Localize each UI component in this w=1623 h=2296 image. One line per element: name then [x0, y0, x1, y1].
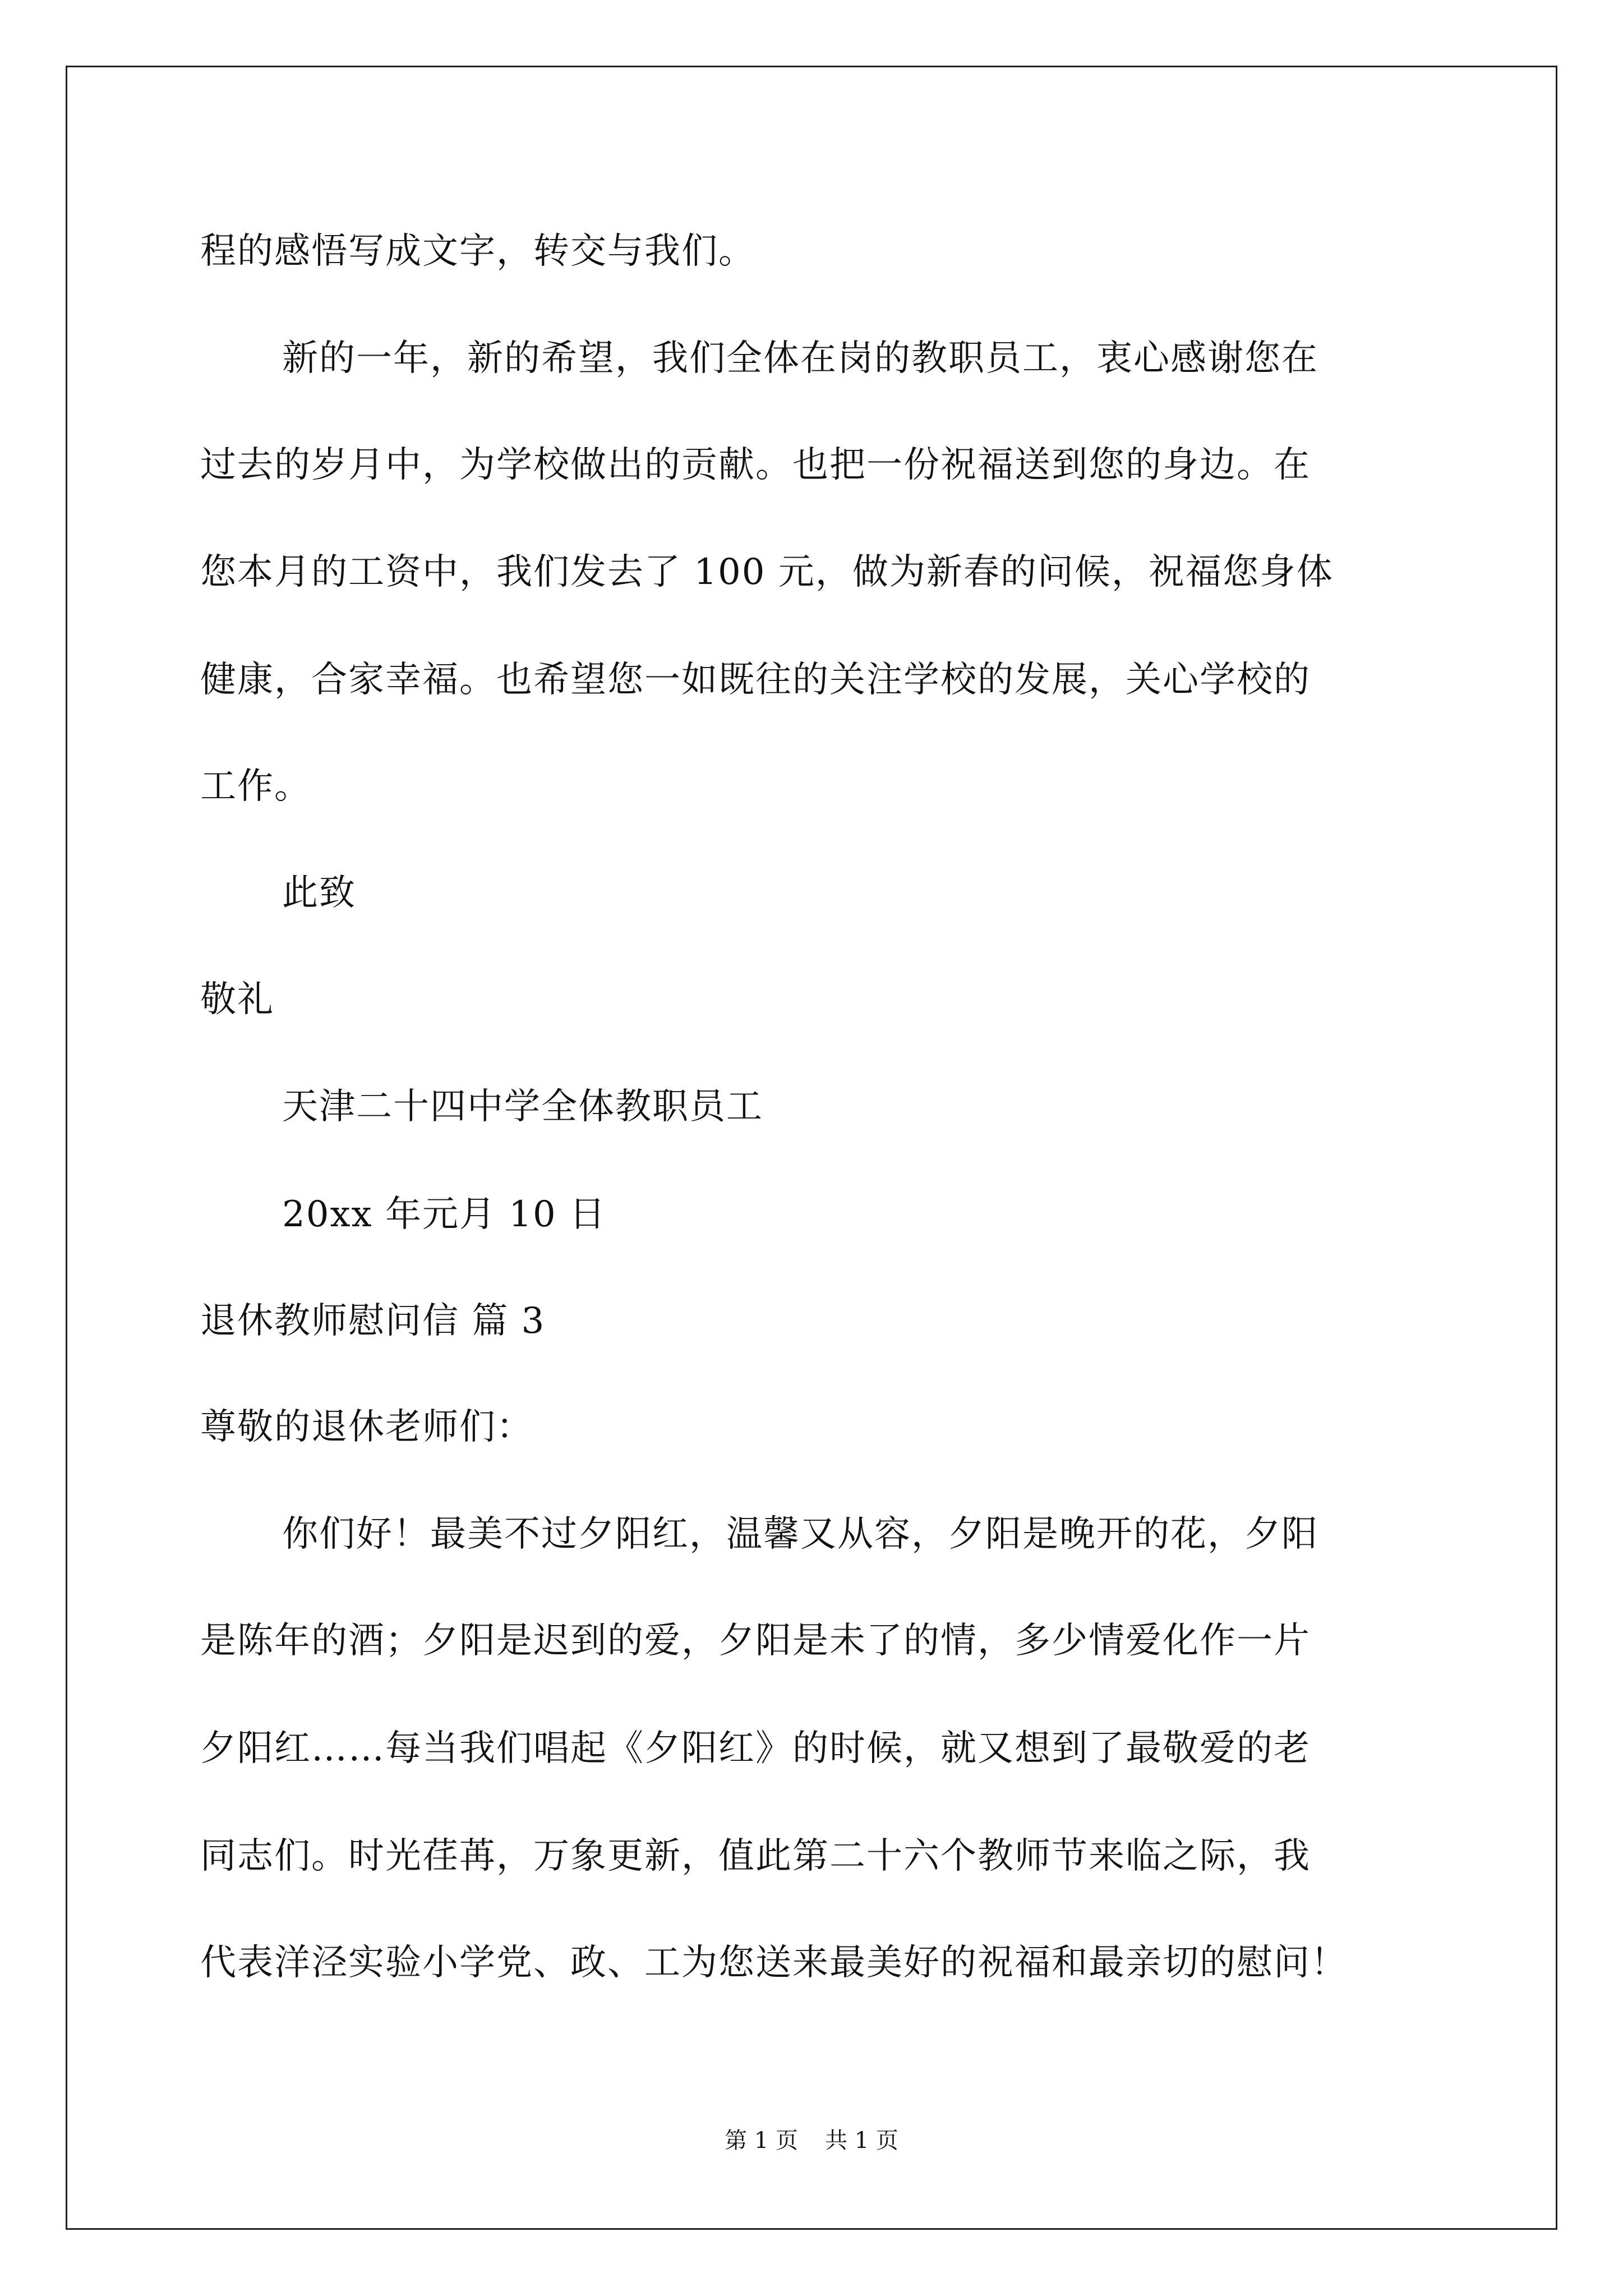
text-line: 新的一年，新的希望，我们全体在岗的教职员工，衷心感谢您在 — [282, 338, 1318, 379]
text-line: 健康，合家幸福。也希望您一如既往的关注学校的发展，关心学校的 — [200, 659, 1311, 701]
page-footer — [0, 2129, 1623, 2152]
greeting: 尊敬的退休老师们： — [200, 1406, 533, 1448]
text-line: 您本月的工资中，我们发去了 100 元，做为新春的问候，祝福您身体 — [200, 551, 1334, 593]
salutation: 敬礼 — [200, 979, 274, 1020]
page-border — [66, 66, 1557, 2230]
section-title: 退休教师慰问信 篇 3 — [200, 1300, 546, 1342]
text-line: 代表洋泾实验小学党、政、工为您送来最美好的祝福和最亲切的慰问！ — [200, 1942, 1348, 1984]
closing-phrase: 此致 — [282, 872, 356, 914]
date: 20xx 年元月 10 日 — [282, 1194, 607, 1235]
text-line: 过去的岁月中，为学校做出的贡献。也把一份祝福送到您的身边。在 — [200, 444, 1311, 486]
signature: 天津二十四中学全体教职员工 — [282, 1086, 763, 1128]
text-line: 工作。 — [200, 766, 311, 807]
text-line: 是陈年的酒；夕阳是迟到的爱，夕阳是未了的情，多少情爱化作一片 — [200, 1620, 1311, 1662]
text-line: 夕阳红……每当我们唱起《夕阳红》的时候，就又想到了最敬爱的老 — [200, 1728, 1311, 1769]
page-number: 第 1 页 — [725, 2128, 798, 2154]
text-line: 你们好！最美不过夕阳红，温馨又从容，夕阳是晚开的花，夕阳 — [282, 1513, 1318, 1555]
page-total: 共 1 页 — [825, 2128, 898, 2154]
text-line: 同志们。时光荏苒，万象更新，值此第二十六个教师节来临之际，我 — [200, 1835, 1311, 1877]
text-line: 程的感悟写成文字，转交与我们。 — [200, 231, 755, 272]
